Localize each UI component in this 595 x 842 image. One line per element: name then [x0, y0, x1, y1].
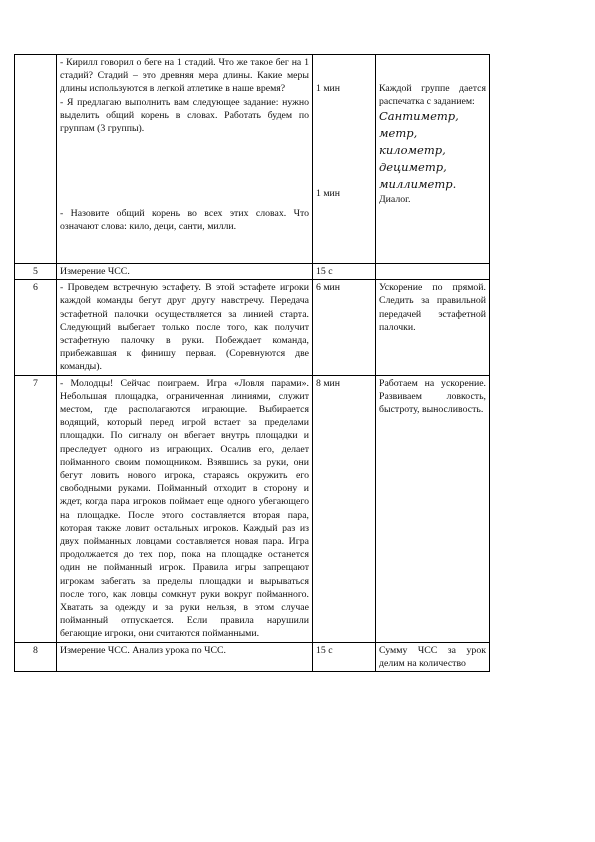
time-cell	[313, 55, 376, 264]
table-row	[15, 375, 490, 642]
notes-cell	[376, 55, 490, 264]
notes-cell	[376, 264, 490, 280]
notes-tail: Диалог.	[379, 194, 411, 206]
paragraph: - Назовите общий корень во всех этих словах. Что означают слова: кило, деци, санти, милли.	[60, 208, 309, 233]
time-value: 1 мин	[316, 188, 341, 200]
content-cell: - Проведем встречную эстафету. В этой эстафете игроки каждой команды бегут друг другу навстречу. Передача эстафетной палочки осуществляется за линией старта. Следующий выбегает только после того, как получит эстафетную палочку в руки. Побеждает команда, прибежавшая к финишу первая. (Соревнуются две команды).	[57, 280, 313, 375]
time-cell: 15 с	[313, 264, 376, 280]
paragraph: - Кирилл говорил о беге на 1 стадий. Что же такое бег на 1 стадий? Стадий – это древняя мера длины. Какие меры длины используются в легкой атлетике в наше время?	[60, 57, 309, 95]
time-cell: 8 мин	[313, 375, 376, 642]
content-cell	[57, 55, 313, 264]
handwritten-word: дециметр,	[379, 160, 447, 175]
notes-cell: Работаем на ускорение. Развиваем ловкость, быстроту, выносливость.	[376, 375, 490, 642]
paragraph: - Я предлагаю выполнить вам следующее задание: нужно выделить общий корень в словах. Работать будем по группам (3 группы).	[60, 96, 309, 135]
notes-cell: Ускорение по прямой. Следить за правильной передачей эстафетной палочки.	[376, 280, 490, 375]
row-number: 5	[15, 264, 57, 280]
table-row	[15, 264, 490, 280]
table-row	[15, 55, 490, 264]
table-row	[15, 642, 490, 671]
handwritten-word: метр, километр,	[379, 126, 446, 158]
content-cell: Измерение ЧСС. Анализ урока по ЧСС.	[57, 642, 313, 671]
time-value: 1 мин	[316, 83, 341, 94]
handwritten-word: миллиметр.	[379, 177, 457, 192]
content-cell: Измерение ЧСС.	[57, 264, 313, 280]
row-number	[15, 55, 57, 264]
time-cell: 15 с	[313, 642, 376, 671]
spacer	[316, 56, 372, 82]
row-number: 6	[15, 280, 57, 375]
spacer	[379, 56, 486, 82]
row-number: 7	[15, 375, 57, 642]
handwritten-word: Сантиметр,	[379, 109, 459, 124]
lesson-plan-table	[14, 54, 490, 672]
notes-intro: Каждой группе дается распечатка с заданием:	[379, 83, 486, 108]
notes-cell: Сумму ЧСС за урок делим на количество	[376, 642, 490, 671]
content-cell: - Молодцы! Сейчас поиграем. Игра «Ловля парами». Небольшая площадка, ограниченная линиями, служит местом, где располагаются играющие. Выбирается водящий, который перед игрой встает за пределами площадки. По сигналу он вбегает внутрь площадки и преследует одного из играющих. Осалив его, делает пойманного своим помощником. Взявшись за руки, они бегут ловить нового игрока, стараясь окружить его свободными руками. Пойманный отходит в сторону и ждет, когда пара игроков поймает еще одного убегающего на площадке. После этого составляется вторая пара, которая также ловит остальных игроков. Каждый раз из двух пойманных ловцами составляется новая пара. Игра продолжается до тех пор, пока на площадке останется один не пойманный игрок. Правила игры запрещают игрокам забегать за пределы площадки и вырываться после того, как ловцы сомкнут руки вокруг пойманного. Хватать за одежду и за руки нельзя, в этом случае пойманный отпускается. Если правила нарушили бегающие игроки, они считаются пойманными.	[57, 375, 313, 642]
table-row	[15, 280, 490, 375]
lesson-plan-page	[14, 54, 489, 672]
spacer	[316, 95, 372, 187]
spacer	[60, 135, 309, 207]
row-number: 8	[15, 642, 57, 671]
time-cell: 6 мин	[313, 280, 376, 375]
